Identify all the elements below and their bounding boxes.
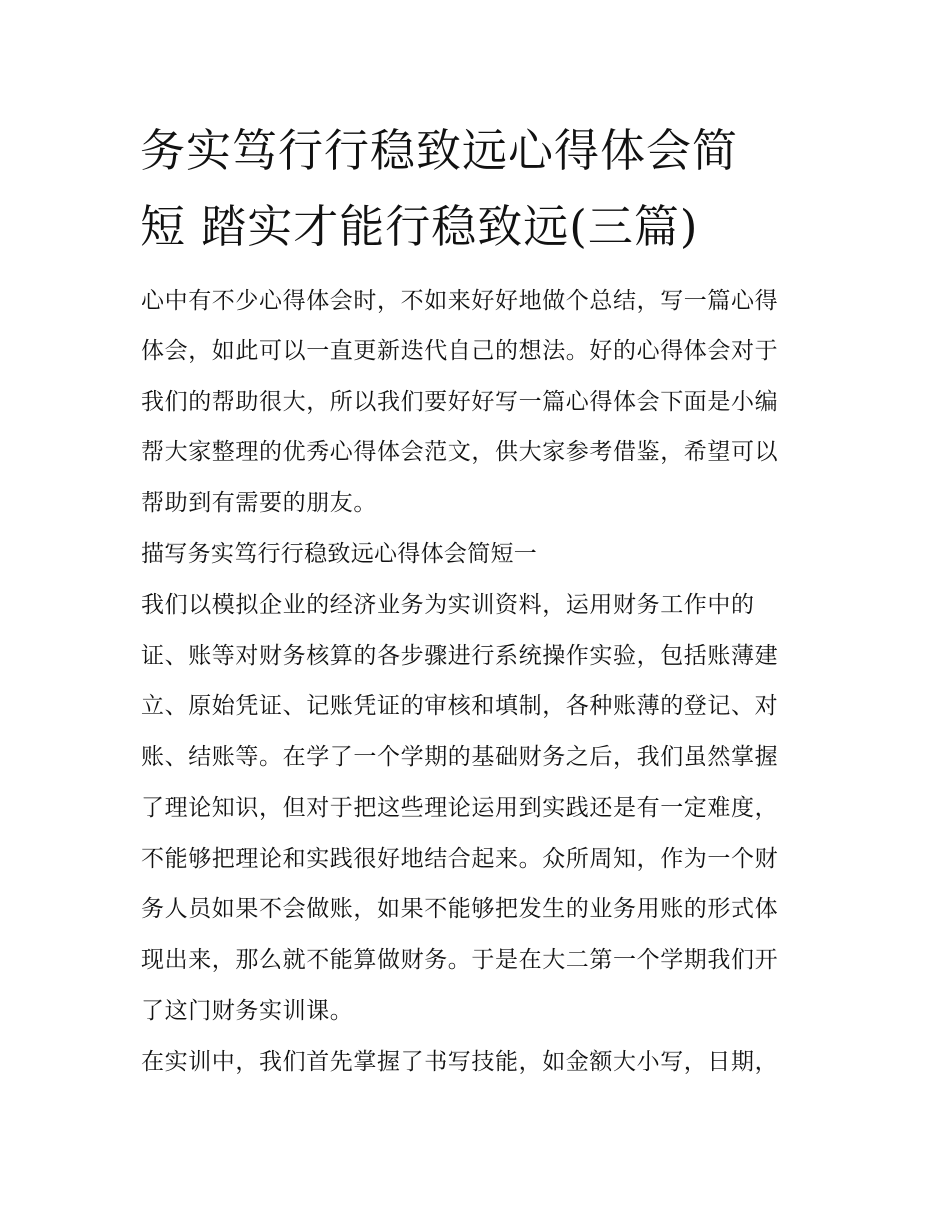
section-heading: 描写务实笃行行稳致远心得体会简短一 — [141, 541, 538, 567]
intro-line-3: 我们的帮助很大，所以我们要好好写一篇心得体会下面是小编 — [141, 389, 779, 415]
para1-line-4: 账、结账等。在学了一个学期的基础财务之后，我们虽然掌握 — [141, 744, 779, 770]
para1-line-8: 现出来，那么就不能算做财务。于是在大二第一个学期我们开 — [141, 947, 779, 973]
intro-line-1: 心中有不少心得体会时，不如来好好地做个总结，写一篇心得 — [141, 288, 779, 314]
para1-line-7: 务人员如果不会做账，如果不能够把发生的业务用账的形式体 — [141, 896, 779, 922]
intro-line-2: 体会，如此可以一直更新迭代自己的想法。好的心得体会对于 — [141, 338, 779, 364]
para1-line-9: 了这门财务实训课。 — [141, 998, 354, 1024]
para2-line-1: 在实训中，我们首先掌握了书写技能，如金额大小写，日期， — [141, 1049, 779, 1075]
para1-line-3: 立、原始凭证、记账凭证的审核和填制，各种账薄的登记、对 — [141, 693, 779, 719]
para1-line-1: 我们以模拟企业的经济业务为实训资料，运用财务工作中的 — [141, 592, 755, 618]
para1-line-5: 了理论知识，但对于把这些理论运用到实践还是有一定难度， — [141, 795, 779, 821]
title-line-1: 务实笃行行稳致远心得体会简 — [140, 124, 739, 177]
para1-line-6: 不能够把理论和实践很好地结合起来。众所周知，作为一个财 — [141, 846, 779, 872]
title-line-2: 短 踏实才能行稳致远(三篇) — [140, 200, 699, 253]
intro-line-4: 帮大家整理的优秀心得体会范文，供大家参考借鉴，希望可以 — [141, 439, 779, 465]
intro-line-5: 帮助到有需要的朋友。 — [141, 490, 377, 516]
para1-line-2: 证、账等对财务核算的各步骤进行系统操作实验，包括账薄建 — [141, 643, 779, 669]
document-title — [140, 113, 820, 265]
